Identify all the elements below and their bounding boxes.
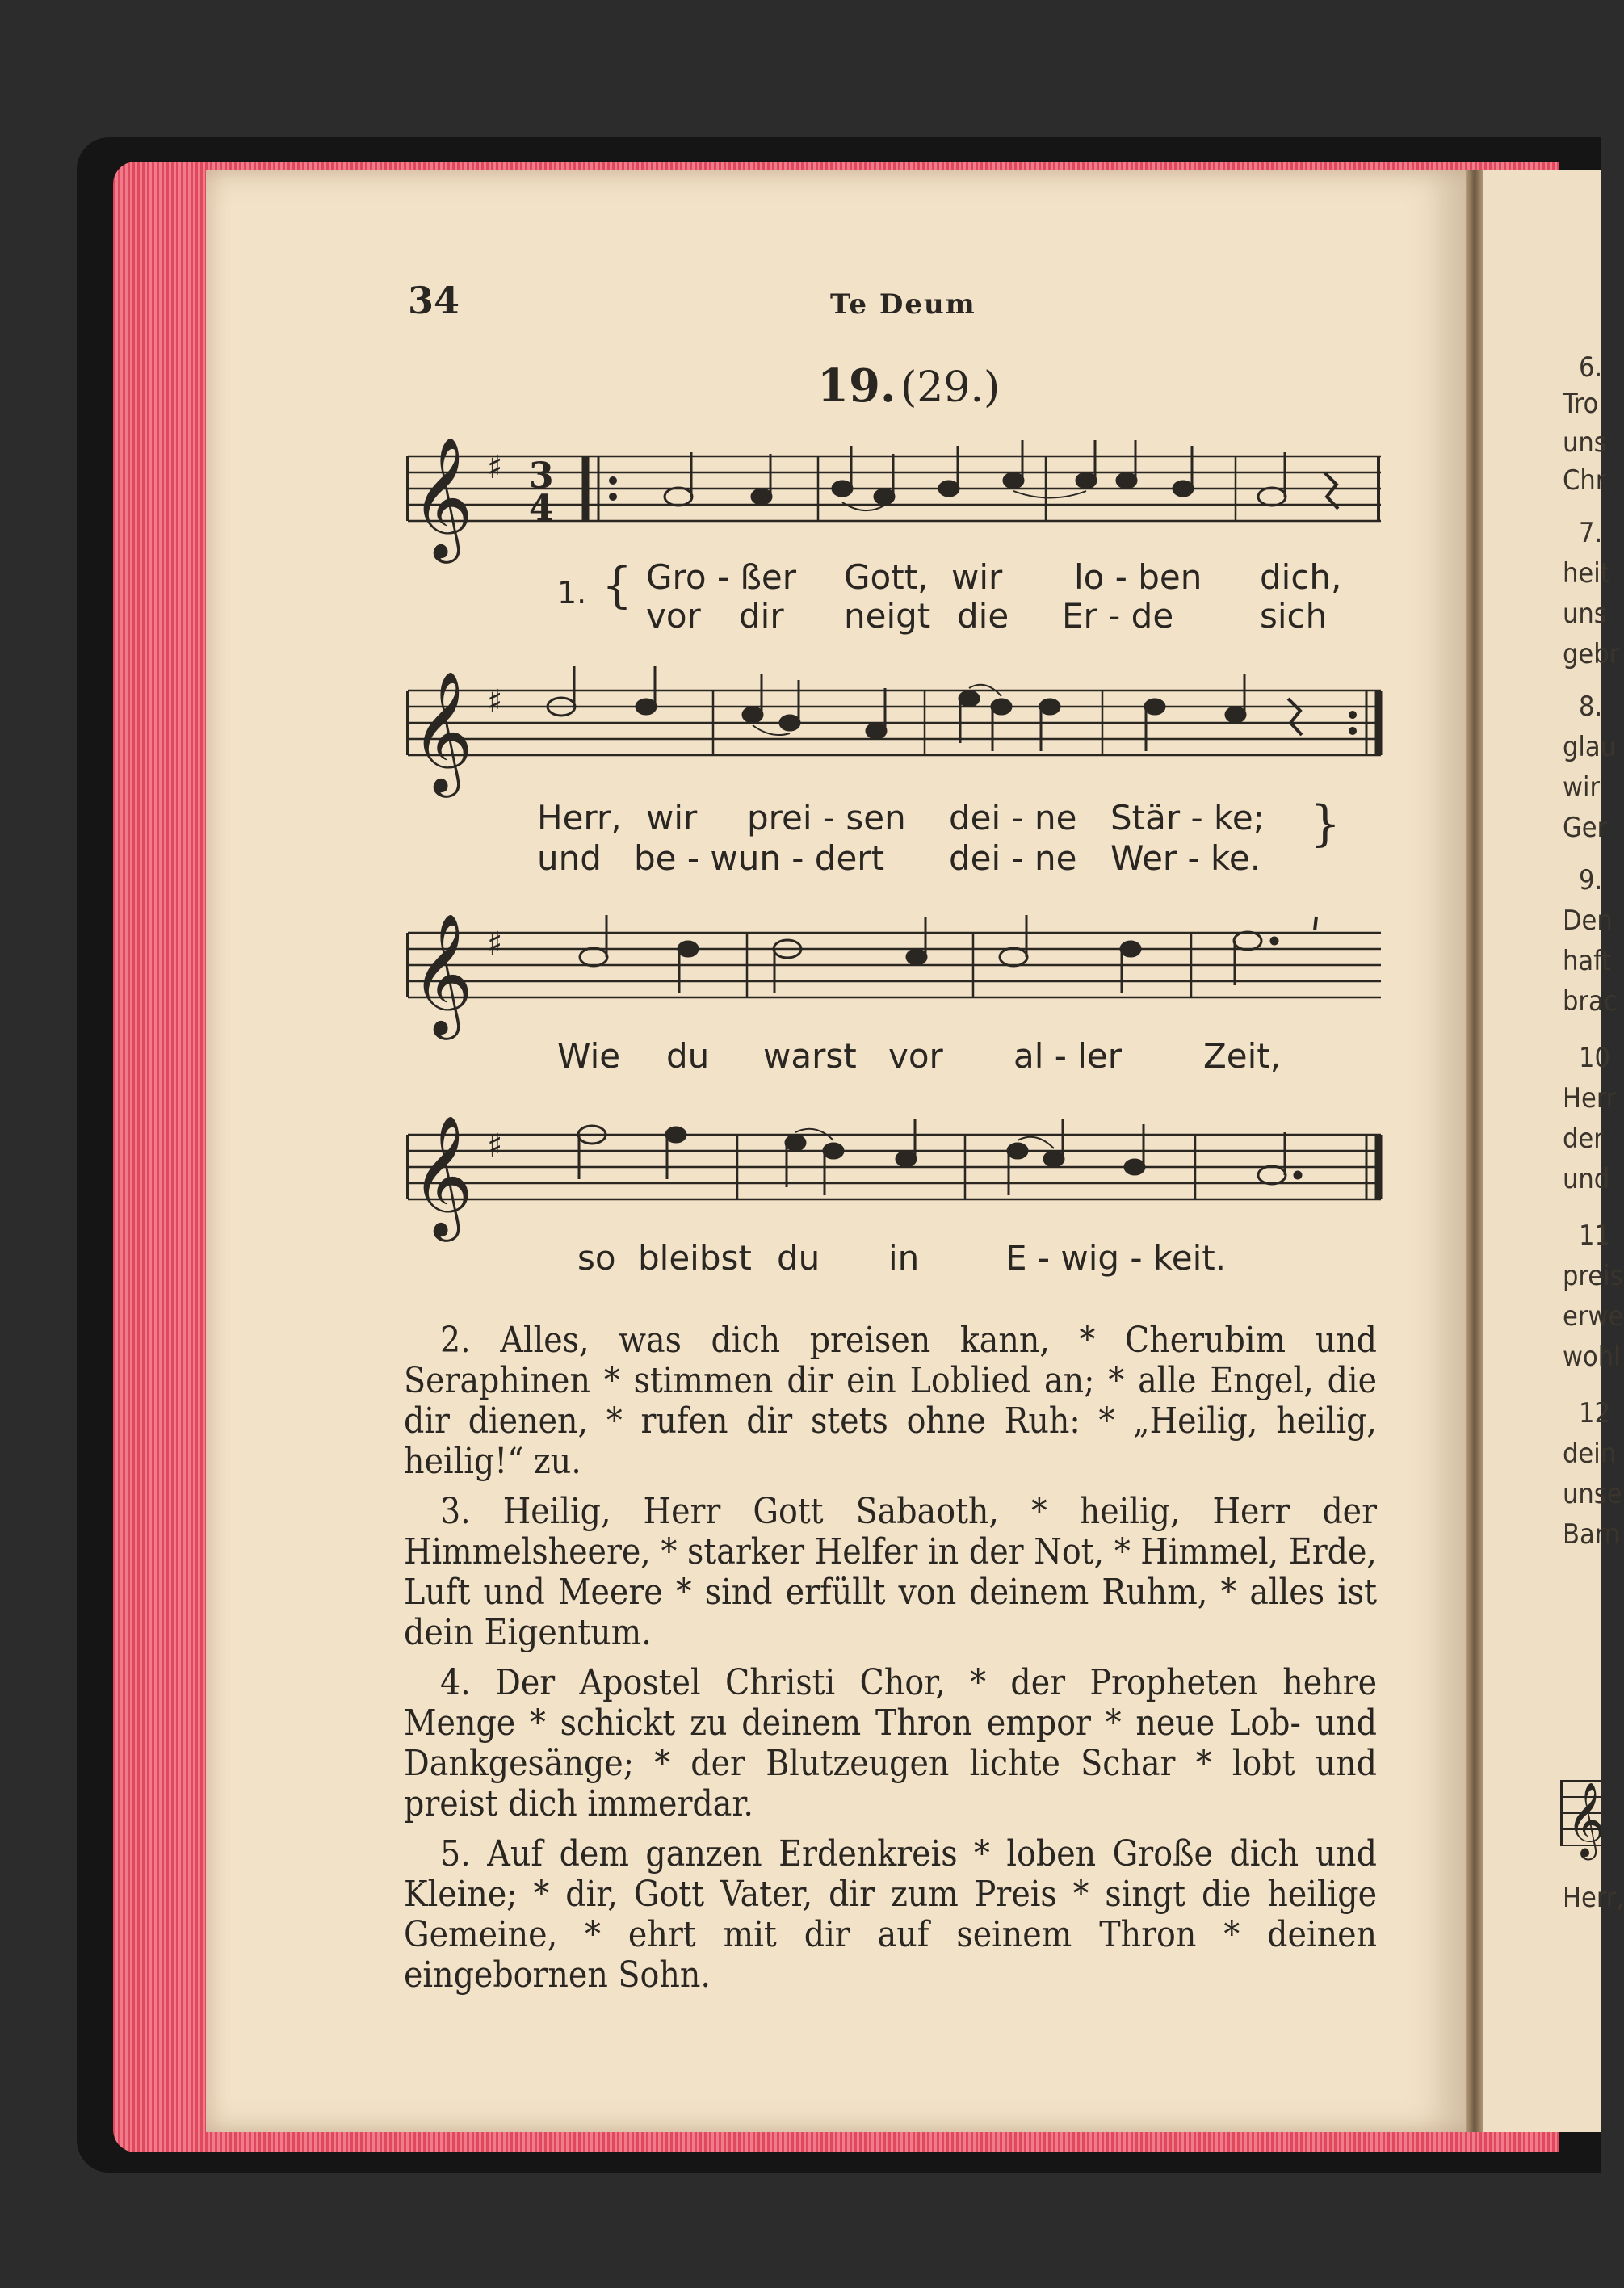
- quarter-note: [1173, 481, 1193, 496]
- facing-page-fragment: [1483, 170, 1624, 2132]
- hymn-alt-number: (29.): [900, 363, 1001, 412]
- facing-line: 6.: [1579, 351, 1603, 384]
- time-signature-top: 3: [529, 456, 554, 497]
- treble-clef-icon: 𝄞: [411, 435, 473, 558]
- quarter-note: [1044, 1152, 1064, 1166]
- key-signature-sharp-icon: ♯: [487, 683, 503, 720]
- quarter-rest-icon: [1324, 472, 1338, 509]
- lyric-syllable: die: [957, 596, 1009, 636]
- quarter-note: [1008, 1144, 1027, 1158]
- quarter-note: [833, 481, 852, 496]
- lyric-syllable: prei - sen: [747, 798, 906, 838]
- facing-line: uns: [1563, 426, 1607, 459]
- music-staff-1: [400, 436, 1389, 557]
- lyric-syllable: Wer - ke.: [1110, 838, 1261, 878]
- facing-line: unse: [1563, 1478, 1622, 1510]
- treble-clef-icon: 𝄞: [411, 670, 473, 792]
- verse-number: 1.: [557, 575, 587, 611]
- lyric-syllable: neigt: [844, 596, 931, 636]
- facing-line: Tro: [1563, 388, 1599, 420]
- treble-clef-icon: 𝄞: [411, 912, 473, 1035]
- hymn-number: 19.: [817, 359, 896, 413]
- quarter-note: [1076, 473, 1096, 488]
- dotted-half-note: [1258, 1166, 1286, 1184]
- facing-line: 12: [1579, 1397, 1610, 1429]
- facing-line: dein: [1563, 1438, 1617, 1470]
- facing-line: 10: [1579, 1042, 1610, 1074]
- repeat-dot: [1349, 727, 1357, 735]
- lyric-syllable: und: [537, 838, 602, 878]
- facing-line: und: [1563, 1163, 1610, 1195]
- quarter-note: [780, 716, 799, 730]
- repeat-dot: [609, 493, 617, 501]
- lyric-brace: }: [1310, 796, 1341, 852]
- quarter-note: [1117, 473, 1136, 488]
- lyric-syllable: dei - ne: [949, 798, 1077, 838]
- lyric-syllable: vor: [646, 596, 701, 636]
- facing-line: wohl: [1563, 1341, 1621, 1373]
- music-staff-2: [400, 670, 1389, 791]
- facing-staff-fragment: [1560, 1765, 1605, 1862]
- quarter-note: [1125, 1160, 1144, 1174]
- lyric-syllable: so: [577, 1238, 616, 1278]
- music-staff-4: [400, 1115, 1389, 1236]
- quarter-note: [678, 942, 698, 956]
- book-gutter: [1466, 170, 1483, 2132]
- stanza-2: 2. Alles, was dich preisen kann, * Cherubim und Seraphinen * stimmen dir ein Loblied an; * alle Engel, die dir dienen, * rufen dir stets ohne Ruh: * „Heilig, heilig, heilig!“ zu.: [404, 1320, 1377, 1482]
- quarter-note: [1226, 707, 1245, 722]
- lyric-syllable: wir: [951, 557, 1003, 597]
- quarter-rest-icon: [1288, 699, 1302, 735]
- stanza-5: 5. Auf dem ganzen Erdenkreis * loben Große dich und Kleine; * dir, Gott Vater, dir zum Preis * singt die heilige Gemeine, * ehrt mit dir auf seinem Thron * deinen eingebornen Sohn.: [404, 1833, 1377, 1996]
- quarter-note: [896, 1152, 916, 1166]
- music-staff-3: [400, 913, 1389, 1034]
- lyric-syllable: Stär - ke;: [1110, 798, 1265, 838]
- quarter-note: [992, 699, 1011, 714]
- lyric-syllable: E - wig - keit.: [1005, 1238, 1227, 1278]
- quarter-note: [1121, 942, 1140, 956]
- facing-line: preis: [1563, 1260, 1623, 1292]
- repeat-dot: [609, 476, 617, 485]
- treble-clef-icon: 𝄞: [411, 1114, 473, 1236]
- page-number: 34: [408, 279, 460, 322]
- quarter-note: [907, 950, 926, 964]
- facing-line: gebr: [1563, 638, 1620, 670]
- lyric-syllable: in: [888, 1238, 920, 1278]
- lyric-syllable: sich: [1260, 596, 1328, 636]
- quarter-note: [1004, 473, 1023, 488]
- key-signature-sharp-icon: ♯: [487, 1127, 503, 1165]
- running-title: Te Deum: [830, 288, 976, 321]
- facing-line: 11: [1579, 1220, 1610, 1252]
- lyric-syllable: dir: [739, 596, 784, 636]
- facing-line: Chr: [1563, 464, 1606, 497]
- facing-line: uns: [1563, 598, 1607, 630]
- key-signature-sharp-icon: ♯: [487, 449, 503, 486]
- lyric-syllable: warst: [763, 1036, 857, 1076]
- lyric-syllable: be - wun - dert: [634, 838, 885, 878]
- facing-line: der: [1563, 1123, 1604, 1155]
- facing-line: Herr,: [1563, 1882, 1624, 1914]
- lyric-syllable: du: [666, 1036, 710, 1076]
- stanza-3: 3. Heilig, Herr Gott Sabaoth, * heilig, Herr der Himmelsheere, * starker Helfer in der Not, * Himmel, Erde, Luft und Meere * sind erfüllt von deinem Ruhm, * alles ist dein Eigentum.: [404, 1491, 1377, 1653]
- lyric-syllable: wir: [646, 798, 698, 838]
- facing-line: 7.: [1579, 517, 1603, 549]
- svg-text:𝄞: 𝄞: [1567, 1782, 1605, 1857]
- quarter-note: [867, 724, 886, 738]
- facing-line: 9.: [1579, 864, 1603, 896]
- augmentation-dot: [1271, 938, 1278, 944]
- facing-line: brac: [1563, 985, 1618, 1018]
- half-note: [1000, 948, 1027, 966]
- facing-line: erwe: [1563, 1300, 1624, 1333]
- repeat-dot: [1349, 711, 1357, 719]
- quarter-note: [666, 1127, 686, 1142]
- facing-line: haft: [1563, 945, 1612, 977]
- facing-line: wir: [1563, 771, 1601, 804]
- lyric-syllable: vor: [888, 1036, 943, 1076]
- dotted-half-note: [1234, 932, 1261, 950]
- lyric-syllable: bleibst: [638, 1238, 752, 1278]
- lyric-syllable: du: [777, 1238, 820, 1278]
- quarter-note: [1040, 699, 1060, 714]
- facing-line: Barn: [1563, 1518, 1621, 1551]
- lyric-brace: {: [602, 557, 633, 614]
- quarter-note: [743, 707, 762, 722]
- facing-line: Den: [1563, 905, 1613, 937]
- half-note: [580, 948, 607, 966]
- lyric-syllable: al - ler: [1013, 1036, 1123, 1076]
- quarter-note: [752, 489, 771, 504]
- time-signature-bottom: 4: [529, 488, 554, 529]
- lyric-syllable: Er - de: [1062, 596, 1174, 636]
- quarter-note: [939, 481, 959, 496]
- lyric-syllable: dei - ne: [949, 838, 1077, 878]
- facing-line: glau: [1563, 731, 1617, 763]
- hymn-stanzas: [404, 1320, 1377, 2005]
- quarter-note: [636, 699, 656, 714]
- stanza-4: 4. Der Apostel Christi Chor, * der Propheten hehre Menge * schickt zu deinem Thron empor * neue Lob- und Dankgesänge; * der Blutzeugen lichte Schar * lobt und preist dich immerdar.: [404, 1662, 1377, 1824]
- facing-line: heit: [1563, 557, 1610, 590]
- facing-line: Ger: [1563, 812, 1608, 844]
- lyric-syllable: dich,: [1260, 557, 1342, 597]
- lyric-syllable: Zeit,: [1203, 1036, 1282, 1076]
- quarter-note: [1145, 699, 1164, 714]
- lyric-syllable: Herr,: [537, 798, 622, 838]
- lyric-syllable: Gott,: [844, 557, 929, 597]
- quarter-note: [786, 1136, 805, 1150]
- augmentation-dot: [1295, 1172, 1301, 1178]
- lyric-syllable: Gro - ßer: [646, 557, 797, 597]
- half-note: [665, 488, 692, 506]
- half-note: [1258, 488, 1286, 506]
- quarter-note: [959, 691, 979, 706]
- key-signature-sharp-icon: ♯: [487, 926, 503, 963]
- facing-line: 8.: [1579, 691, 1603, 723]
- lyric-syllable: Wie: [557, 1036, 621, 1076]
- breath-mark: [1315, 917, 1316, 930]
- facing-line: Herr: [1563, 1082, 1617, 1115]
- quarter-note: [875, 489, 894, 504]
- lyric-syllable: lo - ben: [1074, 557, 1202, 597]
- quarter-note: [824, 1144, 843, 1158]
- slur: [1013, 491, 1086, 498]
